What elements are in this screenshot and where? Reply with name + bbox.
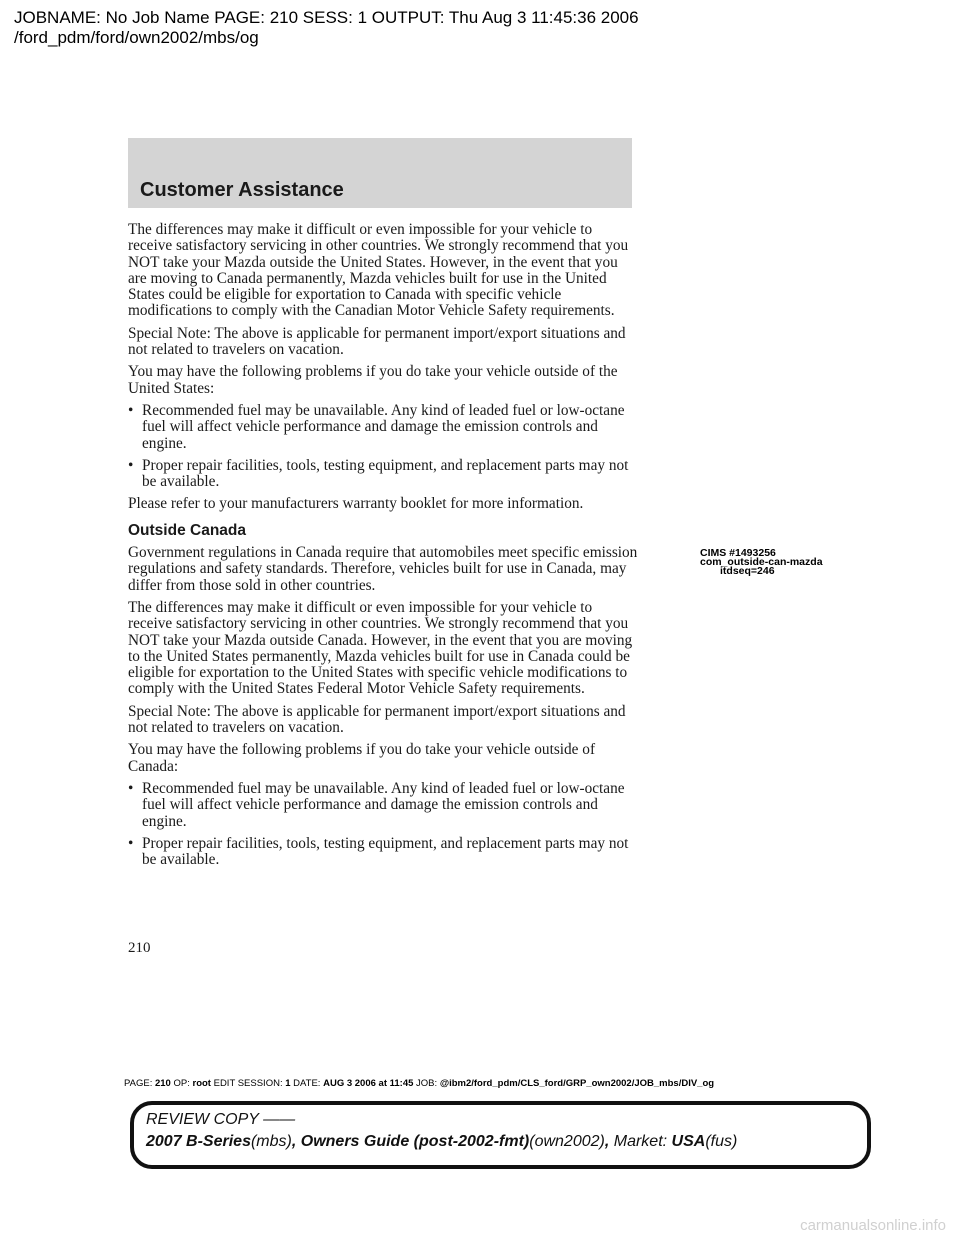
footer-session: 1 — [285, 1078, 291, 1089]
paragraph: Please refer to your manufacturers warranty booklet for more information. — [128, 495, 584, 513]
footer-session-label: EDIT SESSION: — [213, 1078, 283, 1089]
section-title: Customer Assistance — [140, 179, 344, 201]
bullet-glyph: • — [128, 456, 134, 474]
review-guide-code: (own2002) — [529, 1133, 605, 1150]
bullet-item — [128, 458, 638, 491]
cims-line2: com_outside-can-mazda — [700, 556, 823, 568]
cims-line1: CIMS #1493256 — [700, 547, 776, 559]
bullet-glyph: • — [128, 834, 134, 852]
review-market: USA — [671, 1133, 706, 1150]
paragraph: Special Note: The above is applicable for permanent import/export situations and not related to travelers on vacation. — [128, 324, 626, 359]
bullet-item — [128, 836, 638, 869]
cims-line3: itdseq=246 — [720, 565, 775, 577]
footer-job-info — [124, 1078, 714, 1089]
review-model-code: (mbs) — [250, 1133, 292, 1150]
review-copy-label: REVIEW COPY —— — [146, 1111, 296, 1128]
page-number: 210 — [128, 940, 151, 956]
paragraph: Special Note: The above is applicable for permanent import/export situations and not related to travelers on vacation. — [128, 702, 626, 737]
bullet-text: Proper repair facilities, tools, testing equipment, and replacement parts may not be available. — [142, 834, 629, 869]
review-sep: , — [291, 1133, 301, 1150]
section-header-band — [128, 138, 632, 208]
bullet-glyph: • — [128, 779, 134, 797]
cims-annotation — [700, 549, 840, 576]
bullet-text: Proper repair facilities, tools, testing equipment, and replacement parts may not be available. — [142, 456, 629, 491]
bullet-text: Recommended fuel may be unavailable. Any kind of leaded fuel or low-octane fuel will affect vehicle performance and damage the emission controls and engine. — [142, 401, 625, 452]
review-market-code: (fus) — [705, 1133, 738, 1150]
bullet-item — [128, 403, 638, 452]
footer-op: root — [192, 1078, 211, 1089]
footer-op-label: OP: — [173, 1078, 190, 1089]
review-guide: Owners Guide (post-2002-fmt) — [300, 1133, 530, 1150]
paragraph: You may have the following problems if you do take your vehicle outside of the United States: — [128, 363, 618, 397]
footer-page-label: PAGE: — [124, 1078, 153, 1089]
review-copy-box — [130, 1101, 871, 1169]
review-copy-details — [146, 1133, 737, 1151]
job-header-line1: JOBNAME: No Job Name PAGE: 210 SESS: 1 OUTPUT: Thu Aug 3 11:45:36 2006 — [14, 8, 639, 27]
review-sep: , — [604, 1133, 614, 1150]
paragraph: The differences may make it difficult or even impossible for your vehicle to receive satisfactory servicing in other countries. We strongly recommend that you NOT take your Mazda outside the United States. However, in the event that you are moving to Canada permanently, Mazda vehicles built for use in the United States could be eligible for exportation to Canada with specific vehicle modifications to comply with the Canadian Motor Vehicle Safety requirements. — [128, 221, 629, 320]
bullet-item — [128, 781, 638, 830]
bullet-text: Recommended fuel may be unavailable. Any kind of leaded fuel or low-octane fuel will affect vehicle performance and damage the emission controls and engine. — [142, 779, 625, 830]
footer-job-label: JOB: — [416, 1078, 438, 1089]
job-header-line2: /ford_pdm/ford/own2002/mbs/og — [14, 28, 259, 47]
footer-job: @ibm2/ford_pdm/CLS_ford/GRP_own2002/JOB_mbs/DIV_og — [439, 1078, 715, 1089]
bullet-glyph: • — [128, 401, 134, 419]
paragraph: The differences may make it difficult or even impossible for your vehicle to receive satisfactory servicing in other countries. We strongly recommend that you NOT take your Mazda outside Canada. However, in the event that you are moving to the United States permanently, Mazda vehicles built for use in Canada could be eligible for exportation to the United States with specific vehicle modifications to comply with the United States Federal Motor Vehicle Safety requirements. — [128, 598, 633, 698]
job-header — [14, 8, 639, 48]
footer-page: 210 — [154, 1078, 171, 1089]
paragraph: You may have the following problems if you do take your vehicle outside of Canada: — [128, 741, 596, 775]
page-content — [128, 222, 638, 874]
subheading: Outside Canada — [128, 521, 246, 539]
footer-date: AUG 3 2006 at 11:45 — [323, 1078, 414, 1089]
paragraph: Government regulations in Canada require that automobiles meet specific emission regulations and safety standards. Therefore, vehicles built for use in Canada, may differ from those sold in other countries. — [128, 544, 638, 594]
review-market-label: Market: — [613, 1133, 672, 1150]
review-model: 2007 B-Series — [146, 1133, 251, 1150]
footer-date-label: DATE: — [293, 1078, 321, 1089]
watermark: carmanualsonline.info — [800, 1217, 946, 1234]
